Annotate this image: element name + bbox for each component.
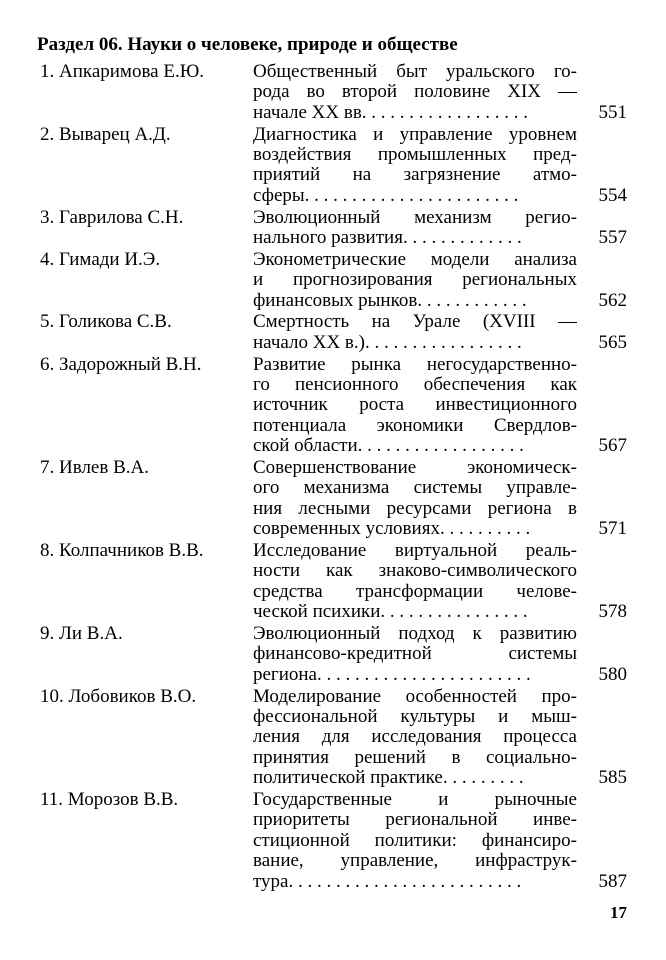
toc-page-number: 578 [598,601,627,623]
toc-page-number: 571 [598,518,627,540]
toc-title-line: ческой психики. . . . . . . . . . . . . . . . [253,602,528,623]
toc-page-number: 567 [598,435,627,457]
toc-title [253,125,577,207]
toc-title-line: современных условиях. . . . . . . . . . [253,519,531,540]
toc-page-number: 562 [598,289,627,311]
toc-title-line: вание, управление, инфраструк- [253,851,577,872]
toc-title-line: Эконометрические модели анализа [253,249,577,270]
toc-page-number: 557 [598,226,627,248]
toc-title [253,62,577,123]
toc-title-line: фессиональной культуры и мыш- [253,707,577,727]
toc-title [253,687,577,789]
toc-author: 3. Гаврилова С.Н. [40,206,184,228]
toc-author: 4. Гимади И.Э. [40,248,161,270]
toc-author: 11. Морозов В.В. [40,789,179,810]
toc-author: 6. Задорожный В.Н. [40,353,202,375]
toc-title-line: средства трансформации челове- [253,581,577,602]
toc-page-number: 587 [598,870,627,892]
toc-title-line: и прогнозирования региональных [253,270,577,291]
toc-title-line: ления для исследования процесса [253,727,577,748]
toc-title-line: Смертность на Урале (XVIII — [253,312,577,333]
toc-title-line: финансовых рынков. . . . . . . . . . . . [253,290,527,311]
toc-title-line: начале XX вв. . . . . . . . . . . . . . . . . . [253,102,529,123]
toc-title-line: потенциала экономики Свердлов- [253,415,577,436]
toc-title-line: Развитие рынка негосударственно- [253,354,577,375]
toc-title-line: го пенсионного обеспечения как [253,375,577,395]
toc-title-line: Моделирование особенностей про- [253,686,577,707]
toc-title-line: источник роста инвестиционного [253,395,577,416]
toc-title-line: стиционной политики: финансиро- [253,830,577,851]
toc-title-line: ности как знаково-символического [253,561,577,582]
toc-title [253,624,577,685]
toc-author: 9. Ли В.А. [40,623,123,644]
toc-title [253,250,577,311]
toc-title [253,541,577,623]
toc-title-line: Совершенствование экономическ- [253,458,577,478]
toc-title-line: нального развития. . . . . . . . . . . . . [253,228,522,248]
toc-page-number: 565 [598,331,627,353]
footer-page-number: 17 [610,903,627,922]
toc-title [253,208,577,249]
toc-page-number: 585 [598,767,627,789]
toc-title-line: ской области. . . . . . . . . . . . . . . . . . [253,436,524,457]
toc-title [253,355,577,457]
toc-title-line: Исследование виртуальной реаль- [253,541,577,561]
toc-title-line: Государственные и рыночные [253,790,577,810]
toc-title-line: Эволюционный подход к развитию [253,624,577,644]
toc-title-line: Общественный быт уральского го- [253,62,577,82]
toc-title [253,458,577,540]
toc-title-line: ого механизма системы управле- [253,478,577,499]
toc-page-number: 551 [598,101,627,123]
toc-title [253,312,577,353]
toc-author: 1. Апкаримова Е.Ю. [40,61,204,82]
toc-title-line: региона. . . . . . . . . . . . . . . . . . . . . . . [253,664,531,685]
toc-title-line: рода во второй половине XIX — [253,82,577,103]
toc-title-line: Эволюционный механизм регио- [253,207,577,228]
toc-author: 2. Выварец А.Д. [40,123,171,145]
toc-title-line: приятий на загрязнение атмо- [253,165,577,186]
toc-title-line: приоритеты региональной инве- [253,810,577,831]
toc-title-line: принятия решений в социально- [253,747,577,768]
toc-title-line: тура. . . . . . . . . . . . . . . . . . . . . . . . . [253,871,522,892]
toc-title-line: ния лесными ресурсами региона в [253,498,577,519]
toc-title-line: сферы. . . . . . . . . . . . . . . . . . . . . . . [253,185,519,206]
toc-author: 10. Лобовиков В.О. [40,685,197,707]
toc-title-line: политической практике. . . . . . . . . [253,768,524,789]
toc-author: 5. Голикова С.В. [40,311,172,333]
section-title: Раздел 06. Науки о человеке, природе и обществе [37,34,458,55]
toc-author: 8. Колпачников В.В. [40,540,204,561]
toc-title-line: воздействия промышленных пред- [253,145,577,165]
toc-author: 7. Ивлев В.А. [40,457,149,478]
toc-page-number: 580 [598,663,627,685]
toc-title-line: Диагностика и управление уровнем [253,124,577,145]
toc-title-line: финансово-кредитной системы [253,644,577,665]
toc-title [253,790,577,892]
toc-page-number: 554 [598,184,627,206]
toc-title-line: начало XX в.). . . . . . . . . . . . . . . . . [253,332,522,353]
